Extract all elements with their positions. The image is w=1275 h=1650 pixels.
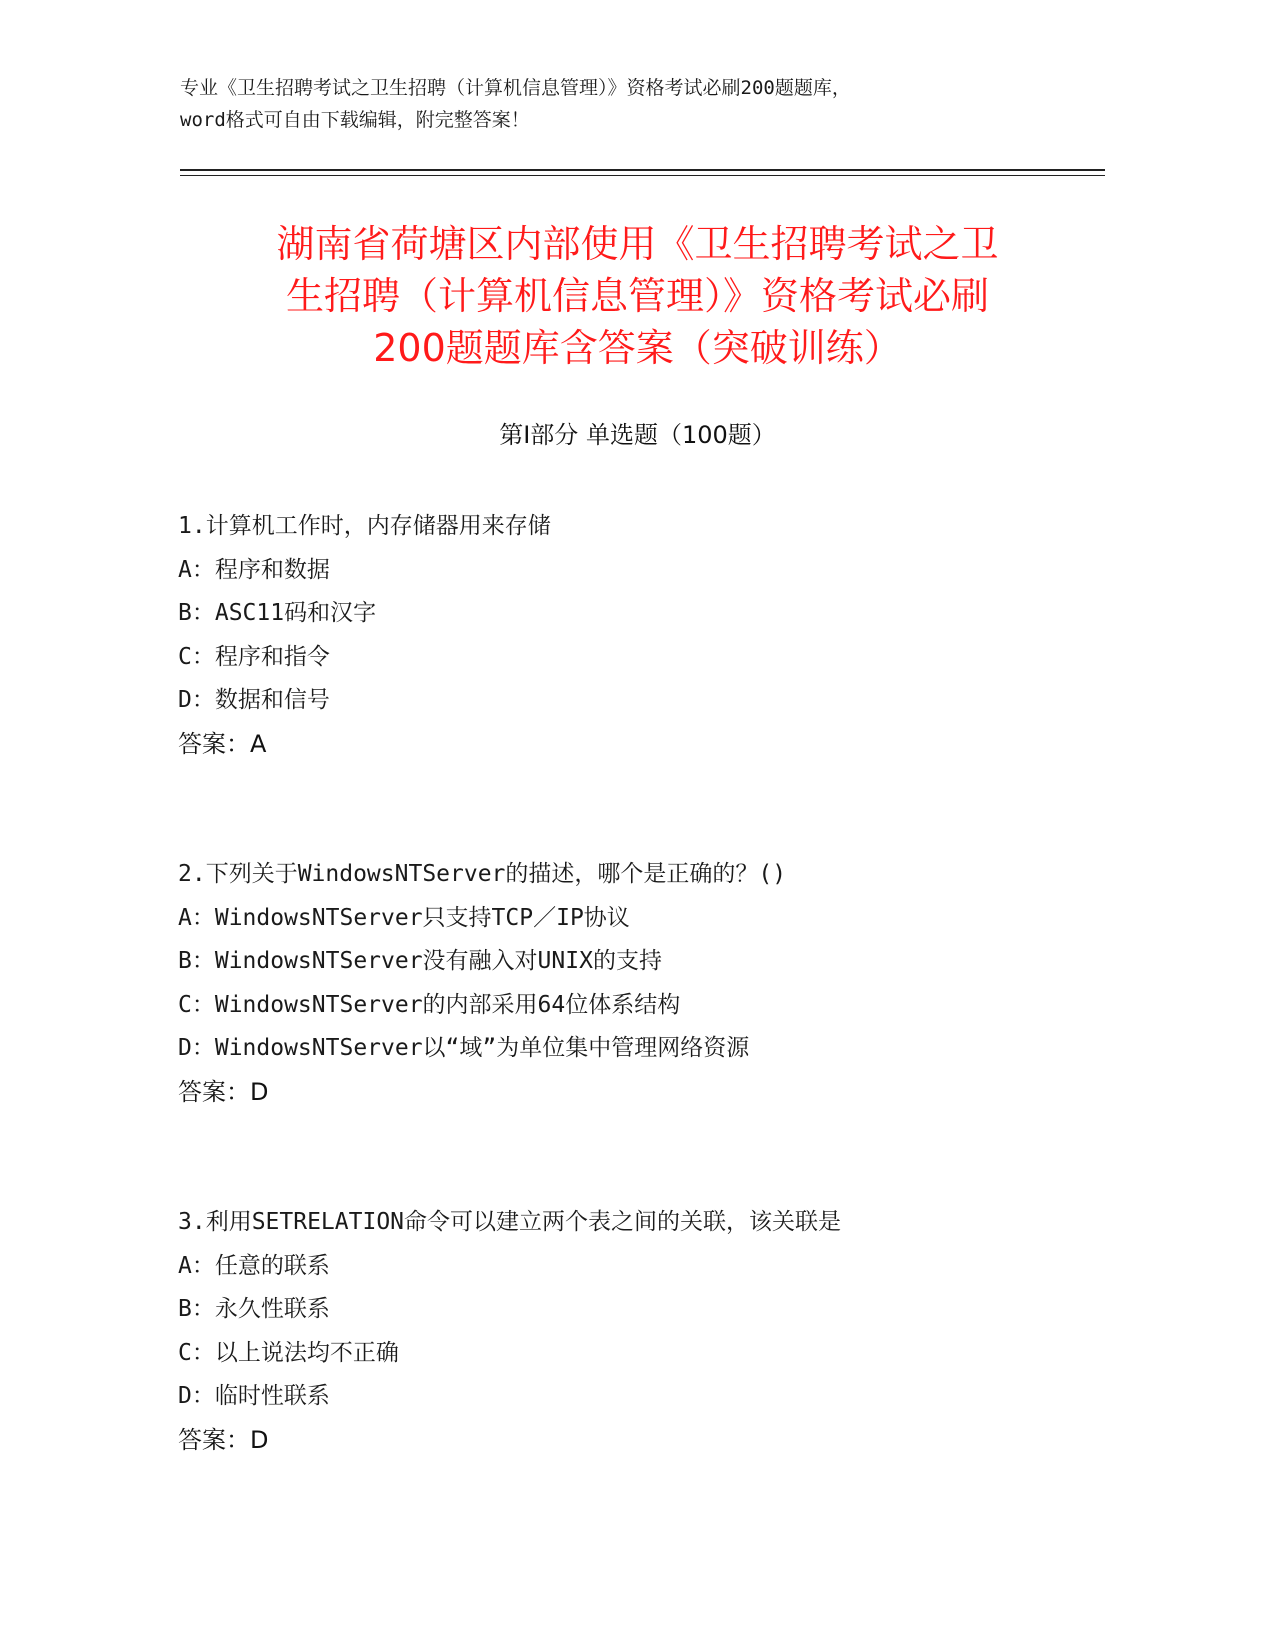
question-stem: 3.利用SETRELATION命令可以建立两个表之间的关联，该关联是 xyxy=(178,1209,842,1235)
answer-line: 答案：A xyxy=(178,729,267,758)
option-c: C：WindowsNTServer的内部采用64位体系结构 xyxy=(178,991,681,1018)
header-line-2: word格式可自由下载编辑，附完整答案！ xyxy=(180,109,530,131)
title-line-1: 湖南省荷塘区内部使用《卫生招聘考试之卫 xyxy=(276,222,999,266)
question-spacer xyxy=(178,1114,1108,1201)
document-title xyxy=(150,218,1125,374)
option-b: B：ASC11码和汉字 xyxy=(178,600,377,626)
question-1 xyxy=(178,505,1108,766)
question-3 xyxy=(178,1201,1108,1462)
title-line-2: 生招聘（计算机信息管理）》资格考试必刷 xyxy=(285,274,989,318)
option-a: A：任意的联系 xyxy=(178,1252,330,1279)
option-c: C：以上说法均不正确 xyxy=(178,1339,399,1366)
document-header xyxy=(180,72,1110,136)
option-c: C：程序和指令 xyxy=(178,643,330,670)
answer-line: 答案：D xyxy=(178,1077,269,1106)
header-line-1: 专业《卫生招聘考试之卫生招聘（计算机信息管理）》资格考试必刷200题题库， xyxy=(180,77,851,99)
header-divider-thin xyxy=(180,175,1105,176)
question-list xyxy=(178,505,1108,1462)
question-2 xyxy=(178,853,1108,1114)
answer-line: 答案：D xyxy=(178,1425,269,1454)
question-stem: 2.下列关于WindowsNTServer的描述，哪个是正确的？() xyxy=(178,861,787,887)
option-d: D：数据和信号 xyxy=(178,687,330,713)
option-d: D：临时性联系 xyxy=(178,1383,330,1409)
header-divider-thick xyxy=(180,169,1105,171)
option-a: A：程序和数据 xyxy=(178,556,330,583)
question-spacer xyxy=(178,766,1108,853)
section-title: 第Ⅰ部分 单选题（100题） xyxy=(499,421,776,449)
title-line-3: 200题题库含答案（突破训练） xyxy=(373,326,902,370)
option-b: B：WindowsNTServer没有融入对UNIX的支持 xyxy=(178,948,662,974)
option-a: A：WindowsNTServer只支持TCP／IP协议 xyxy=(178,904,630,931)
question-stem: 1.计算机工作时，内存储器用来存储 xyxy=(178,513,551,539)
option-b: B：永久性联系 xyxy=(178,1296,330,1322)
option-d: D：WindowsNTServer以“域”为单位集中管理网络资源 xyxy=(178,1035,750,1061)
